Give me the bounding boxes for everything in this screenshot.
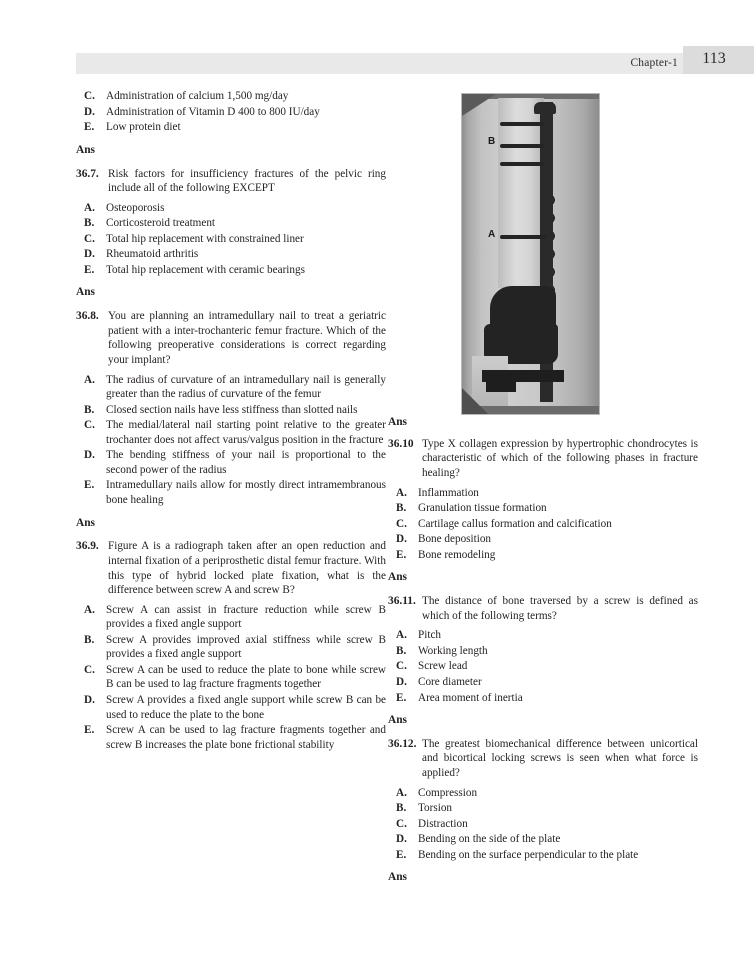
option-row — [76, 418, 386, 447]
option-letter: D. — [396, 675, 407, 688]
question-stem: Risk factors for insufficiency fractures of the pelvic ring include all of the following EXCEPT — [108, 167, 386, 195]
option-row — [76, 723, 386, 752]
option-row — [388, 659, 698, 674]
option-text: Bending on the side of the plate — [418, 833, 561, 846]
question-stem: Type X collagen expression by hypertrophic chondrocytes is characteristic of which of the following phases in fracture healing? — [422, 437, 698, 479]
answer-placeholder: Ans — [76, 143, 95, 156]
option-letter: A. — [84, 201, 95, 214]
option-row — [76, 201, 386, 216]
option-row — [388, 644, 698, 659]
plate-head — [534, 102, 556, 114]
option-row — [388, 532, 698, 547]
tibial-stem — [486, 382, 516, 392]
option-text: Bone deposition — [418, 533, 492, 546]
option-text: Compression — [418, 786, 478, 799]
option-text: Granulation tissue formation — [418, 502, 547, 515]
xray-label-b: B — [488, 136, 496, 147]
option-letter: E. — [84, 724, 95, 737]
option-text: Torsion — [418, 802, 453, 815]
option-row — [76, 263, 386, 278]
option-row — [76, 89, 386, 104]
option-text: Distraction — [418, 817, 468, 830]
option-row — [388, 486, 698, 501]
option-text: Intramedullary nails allow for mostly direct intramembranous bone healing — [106, 479, 386, 507]
option-text: The bending stiffness of your nail is proportional to the second power of the radius — [106, 449, 386, 476]
question-36-11 — [388, 594, 698, 728]
option-text: Inflammation — [418, 486, 479, 499]
option-text: Rheumatoid arthritis — [106, 248, 199, 261]
option-letter: A. — [396, 786, 407, 799]
option-letter: D. — [84, 248, 95, 261]
option-text: Core diameter — [418, 675, 482, 688]
option-text: Area moment of inertia — [418, 691, 523, 704]
question-stem-row — [388, 594, 698, 623]
option-row — [76, 403, 386, 418]
option-letter: E. — [396, 848, 407, 861]
option-text: Screw A can assist in fracture reduction while screw B provides a fixed angle support — [106, 603, 386, 631]
option-letter: E. — [84, 479, 95, 492]
option-letter: A. — [396, 486, 407, 499]
option-text: Total hip replacement with constrained liner — [106, 232, 304, 245]
option-letter: C. — [84, 663, 95, 676]
answer-placeholder: Ans — [388, 871, 407, 884]
option-letter: C. — [84, 90, 95, 102]
option-letter: D. — [84, 449, 95, 462]
xray-label-a: A — [488, 229, 496, 240]
question-number: 36.9. — [76, 540, 99, 553]
option-letter: E. — [396, 548, 407, 561]
page-number: 113 — [702, 50, 726, 67]
option-letter: B. — [84, 403, 95, 416]
option-row — [76, 448, 386, 477]
option-text: Total hip replacement with ceramic bearings — [106, 263, 305, 276]
option-row — [388, 517, 698, 532]
answer-placeholder: Ans — [388, 416, 407, 428]
option-text: Screw A provides a fixed angle support while screw B can be used to reduce the plate to the bone — [106, 694, 386, 721]
option-text: Closed section nails have less stiffness than slotted nails — [106, 403, 358, 416]
option-text: The medial/lateral nail starting point relative to the greater trochanter does not affect varus/valgus position in the fracture — [106, 419, 386, 446]
option-text: Working length — [418, 644, 488, 657]
option-letter: D. — [84, 694, 95, 707]
screw-middle-2 — [500, 162, 544, 166]
option-row — [76, 478, 386, 507]
answer-placeholder: Ans — [76, 286, 95, 299]
option-row — [76, 105, 386, 120]
question-36-7 — [76, 167, 386, 301]
xray-corner-wedge — [462, 94, 496, 116]
question-stem-row — [76, 167, 386, 196]
answer-placeholder: Ans — [388, 571, 407, 584]
xray-image — [462, 94, 599, 414]
question-number: 36.7. — [76, 167, 99, 180]
option-letter: B. — [396, 802, 407, 815]
option-row — [76, 633, 386, 662]
option-letter: B. — [84, 633, 95, 646]
option-letter: D. — [396, 833, 407, 846]
question-stem-row — [388, 437, 698, 481]
option-text: Bone remodeling — [418, 548, 496, 561]
option-row — [76, 603, 386, 632]
option-row — [388, 786, 698, 801]
option-row — [76, 663, 386, 692]
option-text: Corticosteroid treatment — [106, 217, 216, 230]
option-letter: C. — [396, 517, 407, 530]
question-stem-row — [388, 737, 698, 781]
option-letter: B. — [396, 644, 407, 657]
option-text: Administration of calcium 1,500 mg/day — [106, 90, 289, 102]
option-row — [76, 693, 386, 722]
option-row — [76, 232, 386, 247]
option-text: Screw A provides improved axial stiffness while screw B provides a fixed angle support — [106, 633, 386, 661]
option-letter: E. — [84, 263, 95, 276]
option-letter: A. — [84, 373, 95, 386]
option-row — [388, 832, 698, 847]
option-text: Osteoporosis — [106, 201, 165, 214]
radiograph-figure — [461, 93, 600, 415]
continued-options — [76, 89, 386, 158]
option-text: Screw lead — [418, 660, 468, 673]
question-stem: Figure A is a radiograph taken after an open reduction and internal fixation of a periprosthetic distal femur fracture. With this type of hybrid locked plate fixation, what is the difference between screw A and screw B? — [108, 540, 386, 597]
question-stem-row — [76, 539, 386, 597]
question-stem: The distance of bone traversed by a screw is defined as which of the following terms? — [422, 595, 698, 622]
question-36-12 — [388, 737, 698, 885]
option-text: Pitch — [418, 629, 441, 642]
chapter-label: Chapter-1 — [630, 57, 678, 69]
question-number: 36.11. — [388, 595, 416, 608]
option-row — [388, 691, 698, 706]
question-36-10 — [388, 437, 698, 585]
option-row — [388, 848, 698, 863]
option-letter: E. — [84, 121, 95, 134]
option-row — [388, 628, 698, 643]
option-letter: E. — [396, 691, 407, 704]
option-letter: A. — [84, 603, 95, 616]
femoral-shaft — [498, 98, 544, 288]
question-stem: The greatest biomechanical difference between unicortical and bicortical locking screws is seen when what force is applied? — [422, 737, 698, 780]
question-stem-row — [76, 309, 386, 367]
option-row — [388, 817, 698, 832]
screw-a — [500, 235, 546, 239]
answer-placeholder: Ans — [388, 714, 407, 727]
option-row — [76, 373, 386, 402]
question-number: 36.10 — [388, 437, 414, 450]
option-text: The radius of curvature of an intramedullary nail is generally greater than the radius of curvature of the femur — [106, 373, 386, 401]
option-text: Low protein diet — [106, 121, 181, 134]
option-letter: B. — [396, 502, 407, 515]
screw-middle-1 — [500, 144, 544, 148]
option-letter: D. — [396, 533, 407, 546]
option-text: Screw A can be used to reduce the plate to bone while screw B can be used to lag fracture fragments together — [106, 663, 386, 691]
option-text: Screw A can be used to lag fracture fragments together and screw B increases the plate bone frictional stability — [106, 724, 386, 751]
right-column — [388, 415, 698, 886]
left-column — [76, 88, 386, 752]
option-text: Cartilage callus formation and calcification — [418, 517, 612, 530]
question-number: 36.8. — [76, 310, 99, 323]
option-row — [388, 548, 698, 563]
option-row — [76, 216, 386, 231]
option-letter: C. — [84, 232, 95, 245]
option-row — [76, 120, 386, 135]
question-stem: You are planning an intramedullary nail to treat a geriatric patient with a inter-trochanteric femur fracture. Which of the following preoperative considerations is correct regarding your implant? — [108, 310, 386, 366]
question-number: 36.12. — [388, 737, 417, 750]
option-letter: C. — [396, 660, 407, 673]
tibial-tray — [482, 370, 564, 382]
option-letter: C. — [84, 419, 95, 432]
option-letter: B. — [84, 217, 95, 230]
option-letter: C. — [396, 817, 407, 830]
option-row — [388, 801, 698, 816]
option-row — [388, 501, 698, 516]
option-letter: A. — [396, 629, 407, 642]
screw-b — [500, 122, 544, 126]
question-36-8 — [76, 309, 386, 530]
option-row — [388, 675, 698, 690]
question-36-9 — [76, 539, 386, 752]
answer-placeholder: Ans — [76, 516, 95, 529]
option-text: Administration of Vitamin D 400 to 800 IU/day — [106, 105, 320, 118]
option-letter: D. — [84, 105, 95, 118]
option-row — [76, 247, 386, 262]
option-text: Bending on the surface perpendicular to the plate — [418, 848, 639, 861]
